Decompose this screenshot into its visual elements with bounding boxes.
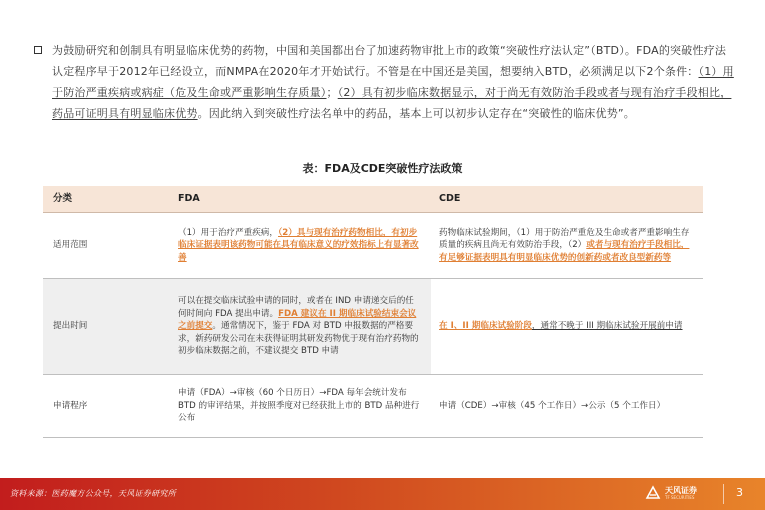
btd-policy-table [43, 186, 703, 438]
logo-mark-icon [645, 485, 661, 501]
logo-name: 天风证券 [665, 486, 697, 495]
scope-fda-text: （1）用于治疗严重疾病， [178, 227, 278, 238]
table-row-process [43, 375, 703, 438]
table-row-scope [43, 213, 703, 279]
timing-fda-highlight: FDA 建议在 II 期临床试验结束会议之前提交 [178, 308, 417, 332]
timing-cde-text: ，通常不晚于 III 期临床试验开展前申请 [531, 321, 683, 332]
header-cde: CDE [439, 192, 461, 204]
intro-part2: 。因此纳入到突破性疗法名单中的药品，基本上可以初步认定存在“突破性的临床优势”。 [197, 107, 636, 120]
condition-2: （2）具有初步临床数据显示，对于尚无有效防治手段或者与现有治疗手段相比，药品可证明具有明显临床优势 [52, 86, 732, 120]
row-label-scope: 适用范围 [53, 240, 88, 251]
intro-separator: ； [326, 86, 338, 99]
table-header-row [43, 186, 703, 213]
intro-part1: 为鼓励研究和创制具有明显临床优势的药物，中国和美国都出台了加速药物审批上市的政策“突破性疗法认定”（BTD）。FDA的突破性疗法认定程序早于2012年已经设立，而NMPA在2020年才开始试行。不管是在中国还是美国，想要纳入BTD，必须满足以下2个条件： [52, 44, 727, 78]
footer-source: 资料来源：医药魔方公众号，天风证券研究所 [10, 489, 176, 498]
condition-1: （1）用于防治严重疾病或病症（危及生命或严重影响生存质量） [52, 65, 734, 99]
intro-text [52, 40, 734, 124]
table-row-timing [43, 279, 703, 375]
logo-text [665, 486, 697, 500]
process-fda-cell: 申请（FDA）→审核（60 个日历日）→FDA 每年会统计发布 BTD 的审评结果，并按照季度对已经获批上市的 BTD 品种进行公布 [178, 388, 420, 424]
page-number: 3 [736, 486, 743, 499]
timing-fda-text: 可以在提交临床试验申请的同时，或者在 IND 申请递交后的任何时间向 FDA 提出申请。 [178, 296, 414, 319]
logo-subtitle: TF SECURITIES [665, 495, 695, 500]
footer-divider [723, 484, 724, 504]
intro-paragraph [34, 40, 734, 124]
scope-cde-text: 药物临床试验期间，（1）用于防治严重危及生命或者严重影响生存质量的疾病且尚无有效防治手段，（2） [439, 227, 690, 251]
timing-cde-highlight: 在 I、II 期临床试验阶段 [439, 321, 532, 332]
company-logo [645, 485, 697, 501]
timing-fda-text-2: 。通常情况下，鉴于 FDA 对 BTD 申报数据的严格要求，新药研发公司在未获得证明其研发药物优于现有治疗药物的初步临床数据之前，不建议提交 BTD 申请 [178, 321, 419, 357]
process-cde-cell: 申请（CDE）→审核（45 个工作日）→公示（5 个工作日） [439, 400, 666, 411]
header-category: 分类 [53, 192, 73, 204]
scope-cde-highlight: 或者与现有治疗手段相比，有足够证据表明具有明显临床优势的创新药或者改良型新药等 [439, 240, 690, 263]
bullet-square-icon [34, 46, 42, 54]
row-label-process: 申请程序 [53, 400, 88, 411]
footer-bar [0, 478, 765, 510]
timing-cde-cell [431, 279, 703, 374]
scope-fda-highlight: （2）具与现有治疗药物相比，有初步临床证据表明该药物可能在具有临床意义的疗效指标上有显著改善 [178, 227, 419, 263]
table-title: 表：FDA及CDE突破性疗法政策 [302, 162, 463, 175]
header-fda: FDA [178, 192, 200, 204]
scope-fda-cell [168, 213, 431, 278]
timing-fda-cell [168, 279, 431, 374]
row-label-timing: 提出时间 [43, 279, 168, 374]
scope-cde-cell [431, 213, 703, 278]
